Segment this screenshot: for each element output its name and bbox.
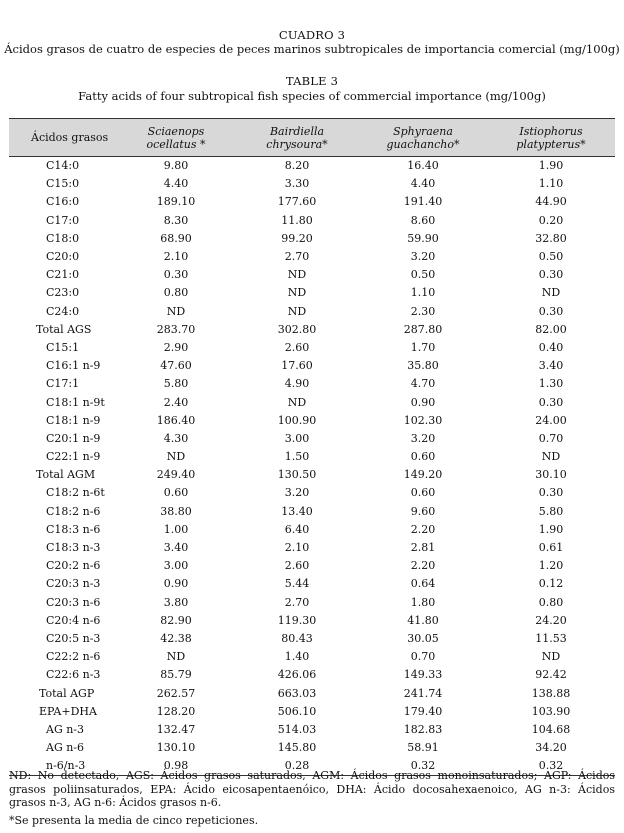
table-cell: 0.20 [538, 213, 564, 227]
header-fatty-acids: Ácidos grasos [9, 119, 117, 157]
table-cell: 0.40 [538, 340, 564, 354]
table-cell: 0.50 [538, 250, 564, 264]
table-cell: 104.68 [531, 722, 571, 736]
table-cell: ND [166, 450, 186, 464]
table-cell: 130.10 [156, 741, 196, 755]
table-header-row [9, 119, 615, 157]
table-row [9, 321, 615, 339]
table-cell: 0.30 [538, 395, 564, 409]
header-species [487, 119, 615, 157]
row-label: C20:0 [46, 250, 80, 264]
table-cell: 130.50 [277, 468, 317, 482]
table-row [9, 630, 615, 648]
table-row [9, 430, 615, 448]
row-label: C18:1 n-9 [46, 413, 101, 427]
table-cell: 0.80 [538, 595, 564, 609]
species-name-line1: Bairdiella [269, 124, 325, 138]
row-label: EPA+DHA [39, 704, 97, 718]
row-label: Total AGP [39, 686, 95, 700]
table-cell: 13.40 [281, 504, 313, 518]
row-label: Total AGM [36, 468, 96, 482]
table-row [9, 412, 615, 430]
table-cell: 145.80 [277, 741, 317, 755]
row-label: C16:0 [46, 195, 80, 209]
table-cell: 1.90 [538, 159, 564, 173]
table-cell: 42.38 [160, 631, 192, 645]
table-cell: 1.90 [538, 522, 564, 536]
table-cell: 3.20 [284, 486, 310, 500]
table-cell: 0.28 [235, 757, 359, 776]
table-cell: 4.40 [163, 177, 189, 191]
table-cell: 0.30 [538, 268, 564, 282]
row-label: Total AGS [36, 322, 92, 336]
table-cell: 3.20 [410, 250, 436, 264]
table-cell: 0.98 [117, 757, 235, 776]
table-cell: 3.40 [538, 359, 564, 373]
table-cell: 38.80 [160, 504, 192, 518]
table-row [9, 703, 615, 721]
species-name-line2: platypterus* [516, 137, 586, 151]
table-row [9, 303, 615, 321]
table-cell: 9.60 [410, 504, 436, 518]
row-label: C18:3 n-3 [46, 541, 101, 555]
row-label: C18:2 n-6t [46, 486, 105, 500]
table-cell: 179.40 [403, 704, 443, 718]
table-cell: 0.30 [538, 486, 564, 500]
table-cell: 34.20 [535, 741, 567, 755]
table-cell: 0.32 [359, 757, 487, 776]
table-cell: 2.20 [410, 559, 436, 573]
species-name-line2: guachancho* [386, 137, 460, 151]
table-cell: 2.40 [163, 395, 189, 409]
fatty-acids-table [9, 118, 615, 776]
table-cell: 0.60 [410, 486, 436, 500]
table-cell: 2.70 [284, 595, 310, 609]
table-cell: 1.50 [284, 450, 310, 464]
table-cell: 35.80 [407, 359, 439, 373]
row-label: C22:2 n-6 [46, 650, 101, 664]
table-cell: 1.30 [538, 377, 564, 391]
row-label: AG n-6 [46, 741, 85, 755]
table-cell: ND [541, 286, 561, 300]
table-cell: 5.80 [538, 504, 564, 518]
table-cell: 5.44 [284, 577, 310, 591]
table-cell: 3.40 [163, 541, 189, 555]
table-row [9, 448, 615, 466]
table-cell: 8.20 [284, 159, 310, 173]
row-label: C18:3 n-6 [46, 522, 101, 536]
table-cell: 2.90 [163, 340, 189, 354]
table-row [9, 248, 615, 266]
table-cell: 0.90 [410, 395, 436, 409]
table-row [9, 721, 615, 739]
species-name-line2: chrysoura* [266, 137, 328, 151]
table-cell: 17.60 [281, 359, 313, 373]
table-cell: 3.00 [284, 431, 310, 445]
row-label: C22:6 n-3 [46, 668, 101, 682]
table-cell: 0.61 [538, 541, 564, 555]
table-cell: 0.60 [163, 486, 189, 500]
table-cell: 9.80 [163, 159, 189, 173]
table-cell: 149.33 [403, 668, 443, 682]
table-cell: 189.10 [156, 195, 196, 209]
table-cell: 0.80 [163, 286, 189, 300]
header-species [235, 119, 359, 157]
row-label: n-6/n-3 [9, 757, 117, 776]
table-cell: 16.40 [407, 159, 439, 173]
row-label: C18:0 [46, 231, 80, 245]
table-cell: 426.06 [277, 668, 317, 682]
table-cell: 82.00 [535, 322, 567, 336]
species-name-line1: Sciaenops [147, 124, 205, 138]
table-cell: ND [166, 304, 186, 318]
table-cell: 68.90 [160, 231, 192, 245]
table-cell: 0.32 [487, 757, 615, 776]
table-cell: 11.53 [535, 631, 567, 645]
table-row [9, 193, 615, 211]
table-cell: ND [541, 450, 561, 464]
table-cell: 2.30 [410, 304, 436, 318]
table-cell: 4.70 [410, 377, 436, 391]
table-cell: 1.70 [410, 340, 436, 354]
table-cell: 3.30 [284, 177, 310, 191]
table-cell: 4.90 [284, 377, 310, 391]
table-cell: 59.90 [407, 231, 439, 245]
table-cell: 8.30 [163, 213, 189, 227]
caption-en: Fatty acids of four subtropical fish species of commercial importance (mg/100g) [78, 89, 546, 103]
table-cell: 3.00 [163, 559, 189, 573]
caption-es-label: CUADRO 3 [278, 28, 346, 42]
row-label: C16:1 n-9 [46, 359, 101, 373]
table-cell: ND [287, 304, 307, 318]
table-cell: 24.00 [535, 413, 567, 427]
table-cell: 2.60 [284, 340, 310, 354]
table-cell: 102.30 [403, 413, 443, 427]
table-cell: 41.80 [407, 613, 439, 627]
table-cell: 186.40 [156, 413, 196, 427]
table-row [9, 575, 615, 593]
table-cell: 506.10 [277, 704, 317, 718]
table-cell: 103.90 [531, 704, 571, 718]
row-label: C20:3 n-3 [46, 577, 101, 591]
table-cell: 1.10 [538, 177, 564, 191]
table-cell: ND [287, 268, 307, 282]
table-cell: 1.40 [284, 650, 310, 664]
table-cell: 99.20 [281, 231, 313, 245]
table-cell: 132.47 [156, 722, 196, 736]
table-cell: 262.57 [156, 686, 196, 700]
table-cell: 241.74 [403, 686, 443, 700]
table-cell: 249.40 [156, 468, 196, 482]
table-cell: 80.43 [281, 631, 313, 645]
table-row [9, 212, 615, 230]
table-cell: ND [541, 650, 561, 664]
table-cell: 287.80 [403, 322, 443, 336]
table-cell: 4.40 [410, 177, 436, 191]
footnote-mean: *Se presenta la media de cinco repeticiones. [9, 814, 259, 827]
row-label: C23:0 [46, 286, 80, 300]
table-cell: 44.90 [535, 195, 567, 209]
table-body [9, 157, 615, 776]
table-cell: 6.40 [284, 522, 310, 536]
row-label: C20:5 n-3 [46, 631, 101, 645]
table-cell: 0.70 [410, 650, 436, 664]
table-cell: 149.20 [403, 468, 443, 482]
table-cell: 82.90 [160, 613, 192, 627]
table-cell: 302.80 [277, 322, 317, 336]
table-cell: 2.10 [163, 250, 189, 264]
table-row [9, 484, 615, 502]
table-row [9, 739, 615, 757]
row-label: C21:0 [46, 268, 80, 282]
table-row [9, 466, 615, 484]
caption-en-label: TABLE 3 [285, 74, 339, 88]
table-row [9, 648, 615, 666]
table-cell: 138.88 [531, 686, 571, 700]
table-row [9, 503, 615, 521]
table-cell: 0.60 [410, 450, 436, 464]
table-cell: 2.60 [284, 559, 310, 573]
table-row [9, 684, 615, 702]
table-cell: 85.79 [160, 668, 192, 682]
table-row [9, 339, 615, 357]
table-row [9, 157, 615, 176]
row-label: C20:3 n-6 [46, 595, 101, 609]
table-cell: 0.64 [410, 577, 436, 591]
caption-es: Ácidos grasos de cuatro de especies de peces marinos subtropicales de importancia comercial (mg/100g) [4, 42, 620, 56]
table-cell: ND [166, 650, 186, 664]
table-cell: 2.20 [410, 522, 436, 536]
table-cell: 100.90 [277, 413, 317, 427]
table-cell: 119.30 [277, 613, 317, 627]
table-cell: 32.80 [535, 231, 567, 245]
table-row [9, 594, 615, 612]
table-cell: 128.20 [156, 704, 196, 718]
table-row [9, 375, 615, 393]
table-cell: 8.60 [410, 213, 436, 227]
table-cell: 92.42 [535, 668, 567, 682]
table-cell: 3.20 [410, 431, 436, 445]
table-cell: 4.30 [163, 431, 189, 445]
table-row [9, 357, 615, 375]
footnote-abbreviations: ND: No detectado, AGS: Ácidos grasos saturados, AGM: Ácidos grasos monoinsaturados; AGP: Ácidos grasos poliinsaturados, EPA: Ácido eicosapentaenóico, DHA: Ácido docosahexaenoico, AG n-3: Ácidos grasos n-3, AG n-6: Ácidos grasos n-6. [9, 769, 615, 809]
table-cell: 2.81 [410, 541, 436, 555]
table-cell: 0.30 [538, 304, 564, 318]
table-cell: 0.70 [538, 431, 564, 445]
table-cell: 30.05 [407, 631, 439, 645]
table-cell: ND [287, 286, 307, 300]
table-cell: 58.91 [407, 741, 439, 755]
header-species [117, 119, 235, 157]
row-label: C18:2 n-6 [46, 504, 101, 518]
table-cell: 0.30 [163, 268, 189, 282]
table-row [9, 393, 615, 411]
table-cell: 191.40 [403, 195, 443, 209]
row-label: C24:0 [46, 304, 80, 318]
table-row [9, 557, 615, 575]
header-species [359, 119, 487, 157]
table-cell: 2.70 [284, 250, 310, 264]
table-row [9, 666, 615, 684]
table-cell: 1.00 [163, 522, 189, 536]
table-cell: 663.03 [277, 686, 317, 700]
row-label: C15:0 [46, 177, 80, 191]
table-cell: 514.03 [277, 722, 317, 736]
row-label: C18:1 n-9t [46, 395, 105, 409]
row-label: AG n-3 [46, 722, 85, 736]
row-label: C20:4 n-6 [46, 613, 101, 627]
row-label: C17:0 [46, 213, 80, 227]
row-label: C22:1 n-9 [46, 450, 101, 464]
table-cell: ND [287, 395, 307, 409]
table-row [9, 175, 615, 193]
table-row [9, 521, 615, 539]
table-cell: 3.80 [163, 595, 189, 609]
table-cell: 2.10 [284, 541, 310, 555]
table-cell: 11.80 [281, 213, 313, 227]
species-name-line2: ocellatus * [146, 137, 206, 151]
table-cell: 0.12 [538, 577, 564, 591]
table-cell: 1.10 [410, 286, 436, 300]
table-row [9, 612, 615, 630]
table-row [9, 266, 615, 284]
table-cell: 30.10 [535, 468, 567, 482]
row-label: C20:2 n-6 [46, 559, 101, 573]
table-cell: 47.60 [160, 359, 192, 373]
table-row [9, 539, 615, 557]
table-cell: 24.20 [535, 613, 567, 627]
table-cell: 5.80 [163, 377, 189, 391]
species-name-line1: Istiophorus [519, 124, 583, 138]
table-cell: 283.70 [156, 322, 196, 336]
table-cell: 0.90 [163, 577, 189, 591]
species-name-line1: Sphyraena [393, 124, 453, 138]
table-cell: 1.20 [538, 559, 564, 573]
table-cell: 0.50 [410, 268, 436, 282]
row-label: C14:0 [46, 159, 80, 173]
table-cell: 177.60 [277, 195, 317, 209]
row-label: C17:1 [46, 377, 80, 391]
row-label: C15:1 [46, 340, 80, 354]
table-row [9, 284, 615, 302]
table-row [9, 230, 615, 248]
table-cell: 182.83 [403, 722, 443, 736]
row-label: C20:1 n-9 [46, 431, 101, 445]
table-cell: 1.80 [410, 595, 436, 609]
